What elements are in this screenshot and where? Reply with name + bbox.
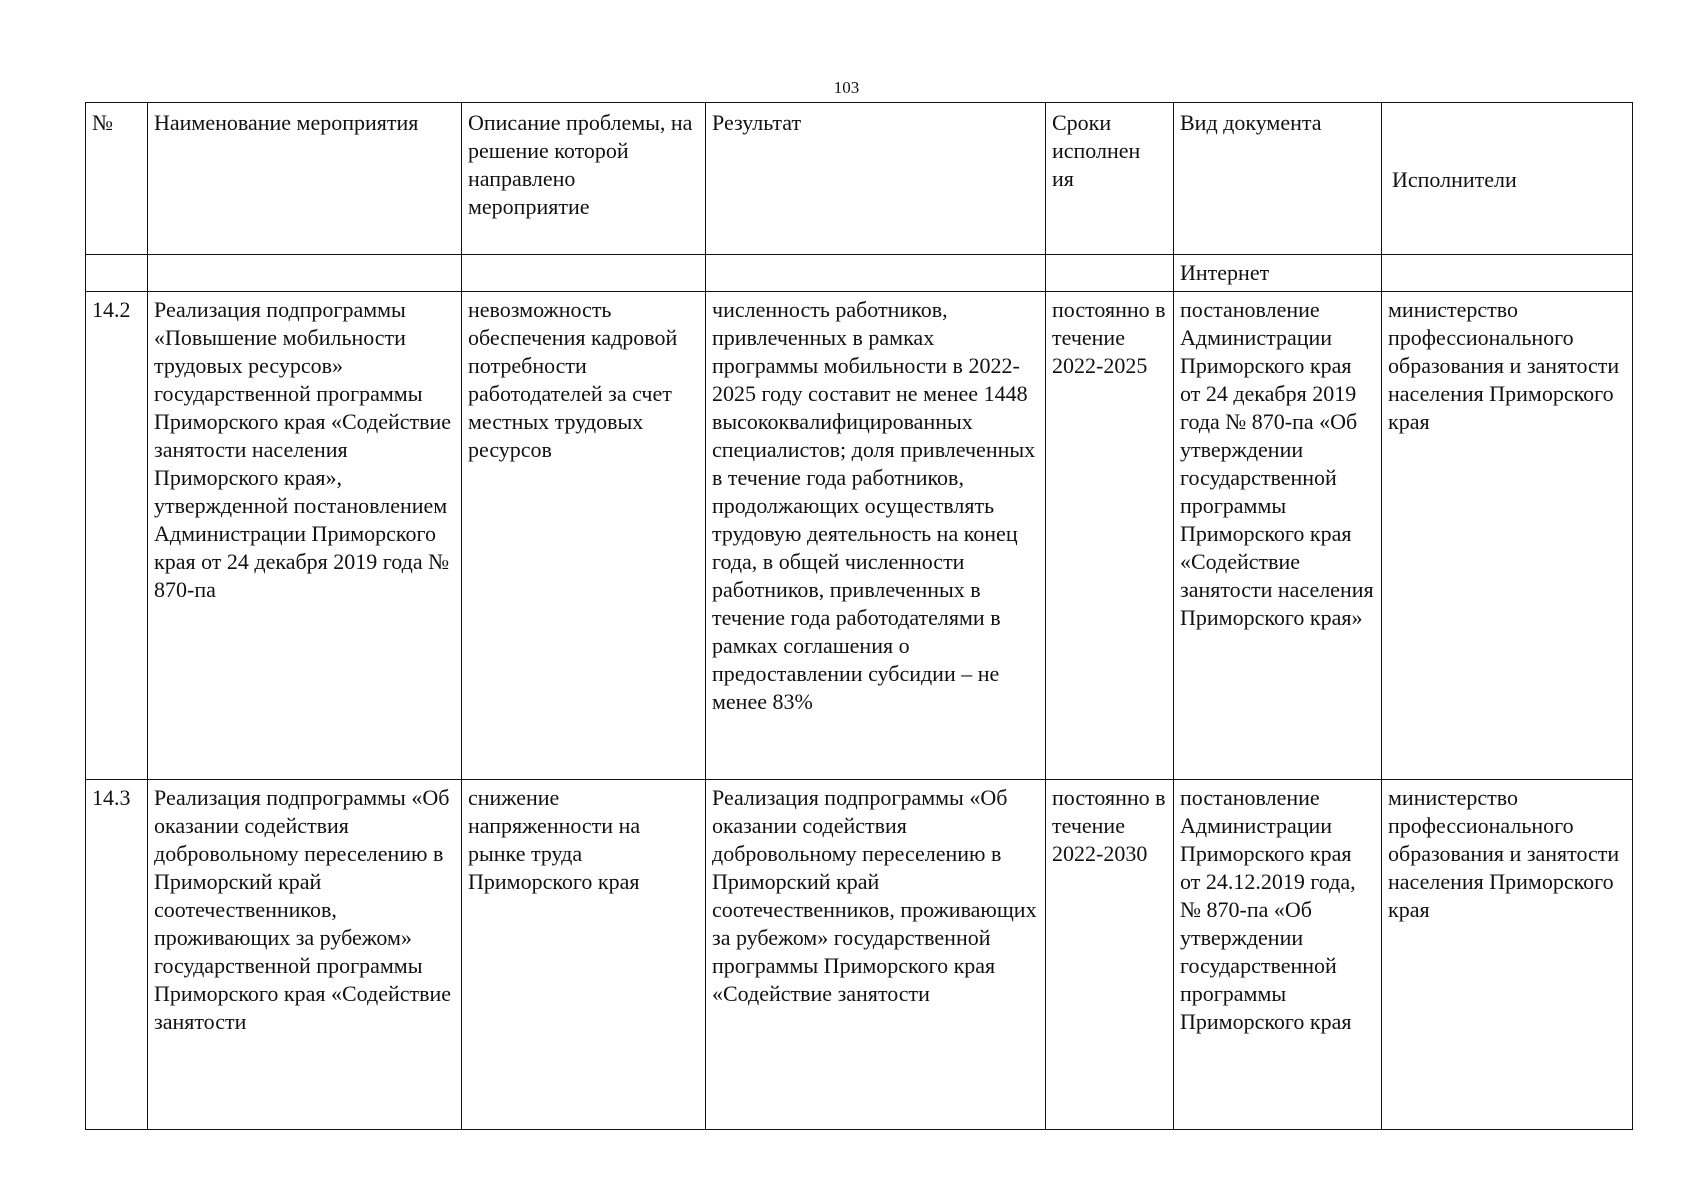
continuation-deadline	[1046, 255, 1174, 292]
row-problem: невозможность обеспечения кадровой потребности работодателей за счет местных трудовых ресурсов	[462, 292, 706, 780]
row-doc-type: постановление Администрации Приморского края от 24 декабря 2019 года № 870-па «Об утверждении государственной программы Приморского края «Содействие занятости населения Приморского края»	[1174, 292, 1382, 780]
measures-table	[85, 102, 1633, 1130]
table-row	[86, 780, 1633, 1130]
row-result: численность работников, привлеченных в рамках программы мобильности в 2022-2025 году составит не менее 1448 высококвалифицированных специалистов; доля привлеченных в течение года работников, продолжающих осуществлять трудовую деятельность на конец года, в общей численности работников, привлеченных в течение года работодателями в рамках соглашения о предоставлении субсидии – не менее 83%	[706, 292, 1046, 780]
header-num: №	[86, 103, 148, 255]
row-num: 14.3	[86, 780, 148, 1130]
row-problem: снижение напряженности на рынке труда Приморского края	[462, 780, 706, 1130]
continuation-name	[148, 255, 462, 292]
row-result: Реализация подпрограммы «Об оказании содействия добровольному переселению в Приморский край соотечественников, проживающих за рубежом» государственной программы Приморского края «Содействие занятости	[706, 780, 1046, 1130]
header-executors: Исполнители	[1382, 103, 1633, 255]
row-deadline: постоянно в течение 2022-2025	[1046, 292, 1174, 780]
continuation-problem	[462, 255, 706, 292]
header-problem: Описание проблемы, на решение которой направлено мероприятие	[462, 103, 706, 255]
row-deadline: постоянно в течение 2022-2030	[1046, 780, 1174, 1130]
continuation-result	[706, 255, 1046, 292]
header-name: Наименование мероприятия	[148, 103, 462, 255]
row-num: 14.2	[86, 292, 148, 780]
continuation-executors	[1382, 255, 1633, 292]
table-row	[86, 292, 1633, 780]
row-name: Реализация подпрограммы «Об оказании содействия добровольному переселению в Приморский край соотечественников, проживающих за рубежом» государственной программы Приморского края «Содействие занятости	[148, 780, 462, 1130]
continuation-row	[86, 255, 1633, 292]
continuation-doc-type: Интернет	[1174, 255, 1382, 292]
row-executors: министерство профессионального образования и занятости населения Приморского края	[1382, 780, 1633, 1130]
header-doc-type: Вид документа	[1174, 103, 1382, 255]
continuation-num	[86, 255, 148, 292]
row-doc-type: постановление Администрации Приморского края от 24.12.2019 года, № 870-па «Об утверждении государственной программы Приморского края	[1174, 780, 1382, 1130]
header-deadline: Сроки исполнен ия	[1046, 103, 1174, 255]
header-result: Результат	[706, 103, 1046, 255]
row-executors: министерство профессионального образования и занятости населения Приморского края	[1382, 292, 1633, 780]
table-header-row	[86, 103, 1633, 255]
row-name: Реализация подпрограммы «Повышение мобильности трудовых ресурсов» государственной программы Приморского края «Содействие занятости населения Приморского края», утвержденной постановлением Администрации Приморского края от 24 декабря 2019 года № 870-па	[148, 292, 462, 780]
page-number: 103	[833, 78, 860, 97]
